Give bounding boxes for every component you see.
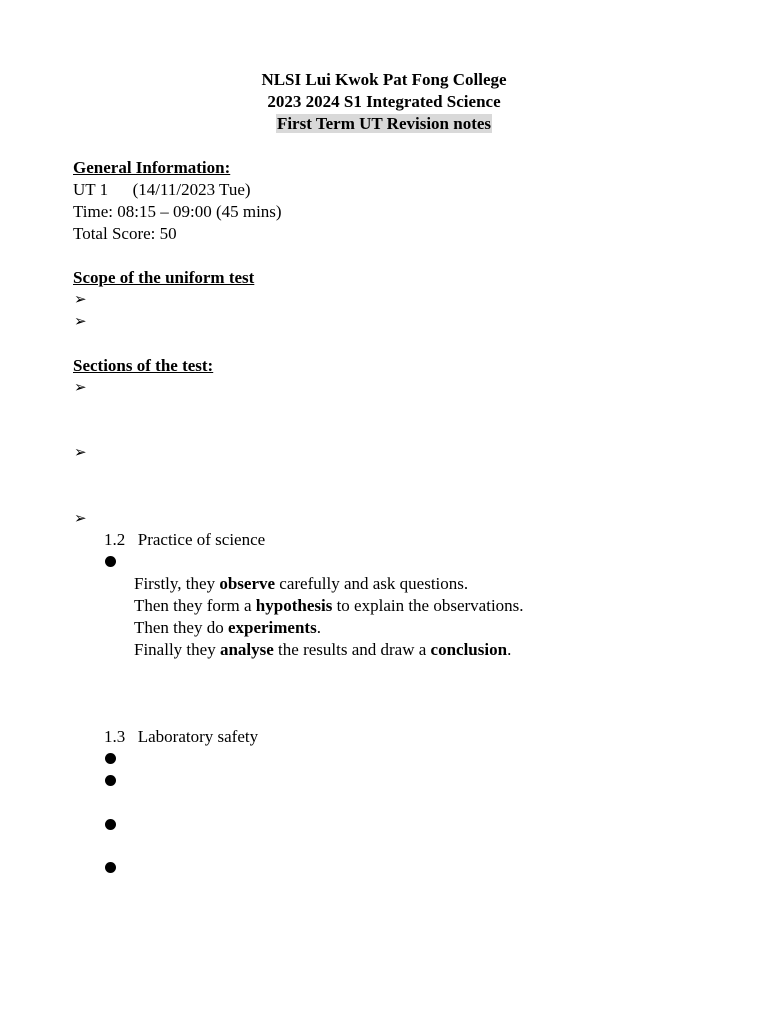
keyword-hypothesis: hypothesis <box>255 596 333 615</box>
practice-line-2-text-c: to explain the observations. <box>332 596 524 615</box>
school-title: NLSI Lui Kwok Pat Fong College <box>261 70 507 89</box>
round-bullet-icon <box>105 819 116 830</box>
keyword-conclusion: conclusion <box>430 640 508 659</box>
sections-heading: Sections of the test: <box>73 356 214 375</box>
round-bullet-icon <box>105 775 116 786</box>
practice-line-3 <box>134 617 321 639</box>
scope-heading: Scope of the uniform test <box>73 268 255 287</box>
total-score-line: Total Score: 50 <box>73 224 177 243</box>
round-bullet-icon <box>105 556 116 567</box>
ut-date: (14/11/2023 Tue) <box>132 180 251 199</box>
practice-line-2 <box>134 595 524 617</box>
document-subtitle <box>0 113 768 135</box>
practice-title: Practice of science <box>137 530 266 549</box>
arrow-bullet-icon: ➢ <box>74 511 87 527</box>
practice-line-4 <box>134 639 511 661</box>
arrow-bullet-icon: ➢ <box>74 445 87 461</box>
lab-safety-number: 1.3 <box>104 727 126 746</box>
keyword-experiments: experiments <box>227 618 317 637</box>
ut-label: UT 1 <box>73 180 109 199</box>
ut-line <box>73 179 251 201</box>
practice-line-1 <box>134 573 468 595</box>
round-bullet-icon <box>105 862 116 873</box>
practice-number: 1.2 <box>104 530 126 549</box>
practice-line-3-text-c: . <box>316 618 321 637</box>
arrow-bullet-icon: ➢ <box>74 292 87 308</box>
practice-line-2-text-a: Then they form a <box>134 596 256 615</box>
practice-line-4-text-e: . <box>507 640 512 659</box>
practice-line-1-text-a: Firstly, they <box>134 574 220 593</box>
time-line: Time: 08:15 – 09:00 (45 mins) <box>73 202 282 221</box>
practice-heading <box>104 529 265 551</box>
keyword-analyse: analyse <box>219 640 274 659</box>
keyword-observe: observe <box>219 574 276 593</box>
practice-line-4-text-c: the results and draw a <box>273 640 431 659</box>
arrow-bullet-icon: ➢ <box>74 380 87 396</box>
practice-line-1-text-c: carefully and ask questions. <box>275 574 469 593</box>
round-bullet-icon <box>105 753 116 764</box>
general-info-heading: General Information: <box>73 158 231 177</box>
document-subtitle-text: First Term UT Revision notes <box>276 114 492 133</box>
practice-line-3-text-a: Then they do <box>134 618 228 637</box>
lab-safety-heading <box>104 726 258 748</box>
course-title: 2023 2024 S1 Integrated Science <box>267 92 501 111</box>
lab-safety-title: Laboratory safety <box>137 727 259 746</box>
practice-line-4-text-a: Finally they <box>134 640 220 659</box>
arrow-bullet-icon: ➢ <box>74 314 87 330</box>
